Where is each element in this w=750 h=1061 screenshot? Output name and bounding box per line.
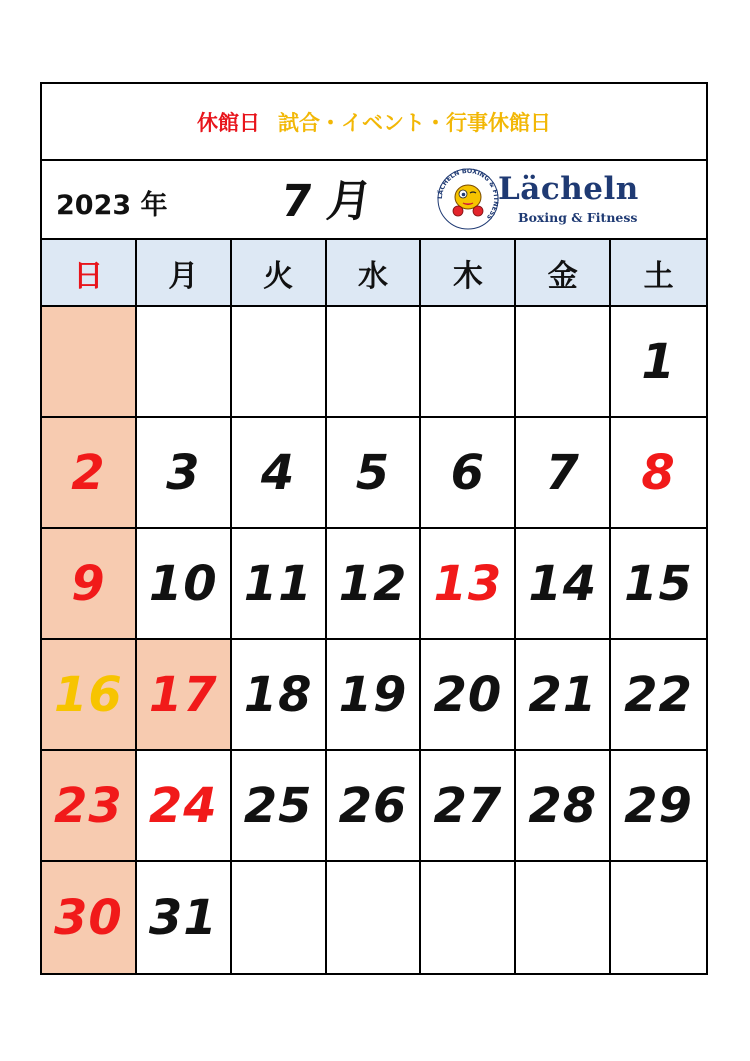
day-cell: 22: [611, 640, 706, 751]
day-cell: 13: [421, 529, 516, 640]
day-cell: 2: [42, 418, 137, 529]
day-cell: 4: [232, 418, 327, 529]
empty-day-cell: [42, 307, 137, 418]
title-row: [42, 161, 706, 240]
legend-row: [42, 84, 706, 161]
weekday-header-cell: 月: [137, 240, 232, 305]
day-cell: 5: [327, 418, 422, 529]
day-cell: 31: [137, 862, 232, 973]
day-cell: 16: [42, 640, 137, 751]
boxer-mascot-icon: [436, 167, 500, 231]
day-cell: 21: [516, 640, 611, 751]
empty-day-cell: [232, 307, 327, 418]
day-cell: 18: [232, 640, 327, 751]
weekday-header-cell: 日: [42, 240, 137, 305]
day-cell: 19: [327, 640, 422, 751]
day-cell: 26: [327, 751, 422, 862]
day-cell: 8: [611, 418, 706, 529]
day-cell: 1: [611, 307, 706, 418]
legend-event-label: 試合・イベント・行事休館日: [278, 110, 551, 135]
empty-day-cell: [327, 862, 422, 973]
day-cell: 20: [421, 640, 516, 751]
day-cell: 17: [137, 640, 232, 751]
day-cell: 12: [327, 529, 422, 640]
weekday-header-cell: 土: [643, 258, 674, 294]
day-cell: 25: [232, 751, 327, 862]
day-cell: 23: [42, 751, 137, 862]
day-cell: 3: [137, 418, 232, 529]
legend-holiday-label: 休館日: [197, 110, 260, 135]
weekday-header-cell: 水: [327, 240, 422, 305]
day-cell: 11: [232, 529, 327, 640]
weekday-header-cell: 火: [232, 240, 327, 305]
logo-subtitle: Boxing & Fitness: [518, 210, 638, 225]
day-cell: 6: [421, 418, 516, 529]
day-cell: 24: [137, 751, 232, 862]
day-cell: 9: [42, 529, 137, 640]
empty-day-cell: [421, 307, 516, 418]
logo-name: Lächeln: [498, 171, 639, 207]
day-cell: 28: [516, 751, 611, 862]
empty-day-cell: [611, 862, 706, 973]
month-label: 7 月: [277, 176, 375, 227]
day-cell: 27: [421, 751, 516, 862]
empty-day-cell: [516, 862, 611, 973]
weekday-header-cell: 金: [516, 240, 611, 305]
year-label: 2023 年: [56, 190, 168, 221]
calendar-grid: [42, 307, 706, 973]
empty-day-cell: [516, 307, 611, 418]
empty-day-cell: [232, 862, 327, 973]
day-cell: 7: [516, 418, 611, 529]
weekday-header-row: [42, 240, 706, 307]
day-cell: 15: [611, 529, 706, 640]
weekday-header-cell: 木: [421, 240, 516, 305]
brand-logo: [436, 167, 666, 231]
empty-day-cell: [421, 862, 516, 973]
empty-day-cell: [327, 307, 422, 418]
calendar-frame: [40, 82, 708, 975]
day-cell: 29: [611, 751, 706, 862]
day-cell: 30: [42, 862, 137, 973]
day-cell: 10: [137, 529, 232, 640]
logo-ring-text: LÄCHELN BOXING & FITNESS: [436, 167, 500, 221]
empty-day-cell: [137, 307, 232, 418]
day-cell: 14: [516, 529, 611, 640]
